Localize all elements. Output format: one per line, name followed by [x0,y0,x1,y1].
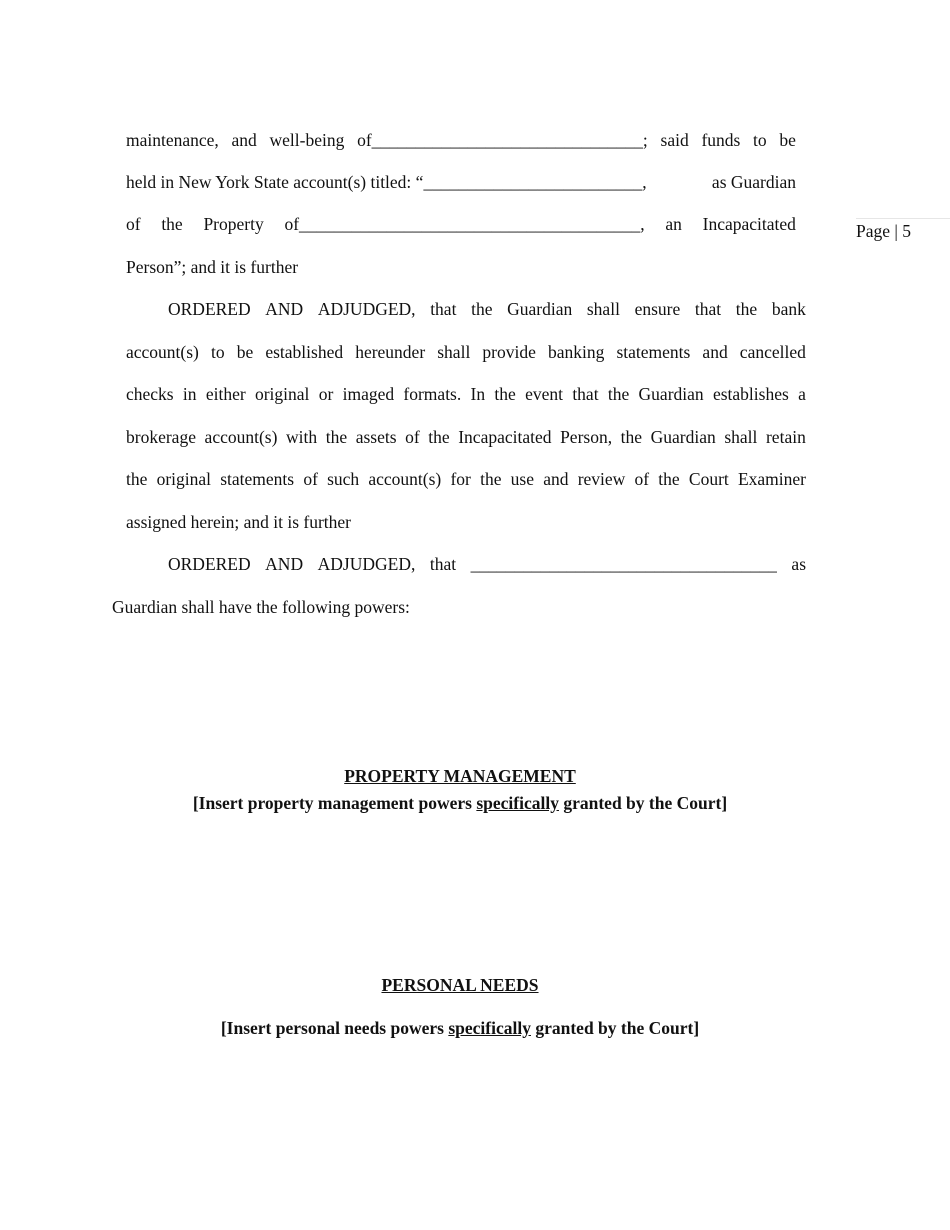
word: as [791,554,806,574]
word: ADJUDGED, [317,554,416,574]
note-text: granted by the Court] [530,1018,700,1038]
word: the [494,384,516,404]
word: an [665,214,682,234]
account-title-text: held in New York State account(s) titled: “_________________________, [126,172,647,192]
word: ensure [634,299,681,319]
word: for [450,469,471,489]
word: provide [482,342,536,362]
word: Guardian [507,299,573,319]
word: the [607,384,630,404]
fill-in-blank: of_______________________________; [357,130,648,150]
paragraph-2-line-4 [126,427,806,447]
word: shall [724,427,758,447]
word: Examiner [737,469,806,489]
word: the [471,299,493,319]
word: In [470,384,486,404]
word: that [572,384,599,404]
word: establishes [712,384,789,404]
word: well-being [269,130,345,150]
header-divider [856,218,950,219]
word: that [430,299,457,319]
word: with [286,427,318,447]
word: to [210,342,225,362]
word: in [182,384,197,404]
word: said [660,130,689,150]
word: bank [771,299,806,319]
word: banking [547,342,605,362]
word: use [510,469,534,489]
word: of [405,427,420,447]
paragraph-2-line-5 [126,469,806,489]
word: the [126,469,148,489]
word: retain [765,427,806,447]
word: original [254,384,310,404]
word: AND [265,299,304,319]
word: established [265,342,344,362]
word: Court [688,469,729,489]
word: the [735,299,758,319]
paragraph-2-line-3 [126,384,806,404]
word: the [325,427,348,447]
note-emphasis: specifically [448,1018,531,1038]
paragraph-1-line-3 [126,214,796,234]
word: or [318,384,334,404]
personal-needs-heading: PERSONAL NEEDS [381,975,539,995]
word: the [480,469,502,489]
word: hereunder [355,342,426,362]
note-text: [Insert property management powers [192,793,477,813]
property-management-note [0,793,920,813]
word: the [658,469,680,489]
word: Person, [560,427,613,447]
paragraph-1-line-1 [126,130,796,150]
word: such [327,469,360,489]
word: and [702,342,728,362]
word: and [543,469,569,489]
word: Incapacitated [702,214,796,234]
fill-in-blank: ___________________________________ [470,554,777,574]
property-management-heading: PROPERTY MANAGEMENT [344,766,576,786]
word: shall [437,342,471,362]
word: of [634,469,650,489]
word: account(s) [126,342,199,362]
personal-needs-note [0,1018,920,1038]
word: the [620,427,643,447]
word: shall [586,299,620,319]
word: formats. [403,384,462,404]
word: of [126,214,141,234]
paragraph-3-line-2: Guardian shall have the following powers: [112,597,410,617]
word: AND [265,554,304,574]
word: a [798,384,806,404]
word: to [753,130,767,150]
word: maintenance, [126,130,219,150]
paragraph-2-line-1 [168,299,806,319]
word: as Guardian [711,172,796,192]
word: the [428,427,450,447]
word: Guardian [638,384,704,404]
word: that [694,299,722,319]
word: account(s) [204,427,278,447]
word: assets [355,427,397,447]
word: statements [220,469,295,489]
word: Incapacitated [458,427,552,447]
word: checks [126,384,174,404]
word: review [577,469,626,489]
word: and [231,130,257,150]
word: be [236,342,254,362]
word: Guardian [650,427,716,447]
word: account(s) [368,469,442,489]
word: either [205,384,246,404]
word: brokerage [126,427,196,447]
note-emphasis: specifically [476,793,559,813]
paragraph-1-line-4: Person”; and it is further [126,257,299,277]
fill-in-blank: of_______________________________________, [284,214,645,234]
page-number: Page | 5 [856,221,912,241]
paragraph-2-line-6: assigned herein; and it is further [126,512,352,532]
word: that [429,554,457,574]
paragraph-1-line-2 [126,172,796,192]
word: ADJUDGED, [317,299,416,319]
word: funds [701,130,741,150]
note-text: granted by the Court] [558,793,728,813]
word: statements [616,342,691,362]
word: the [161,214,183,234]
word: Property [203,214,264,234]
word: of [303,469,318,489]
word: ORDERED [168,299,251,319]
paragraph-3-line-1 [168,554,806,574]
word: original [156,469,212,489]
word: imaged [342,384,395,404]
word: be [779,130,796,150]
word: ORDERED [168,554,251,574]
word: cancelled [739,342,806,362]
paragraph-2-line-2 [126,342,806,362]
word: event [525,384,564,404]
note-text: [Insert personal needs powers [220,1018,449,1038]
